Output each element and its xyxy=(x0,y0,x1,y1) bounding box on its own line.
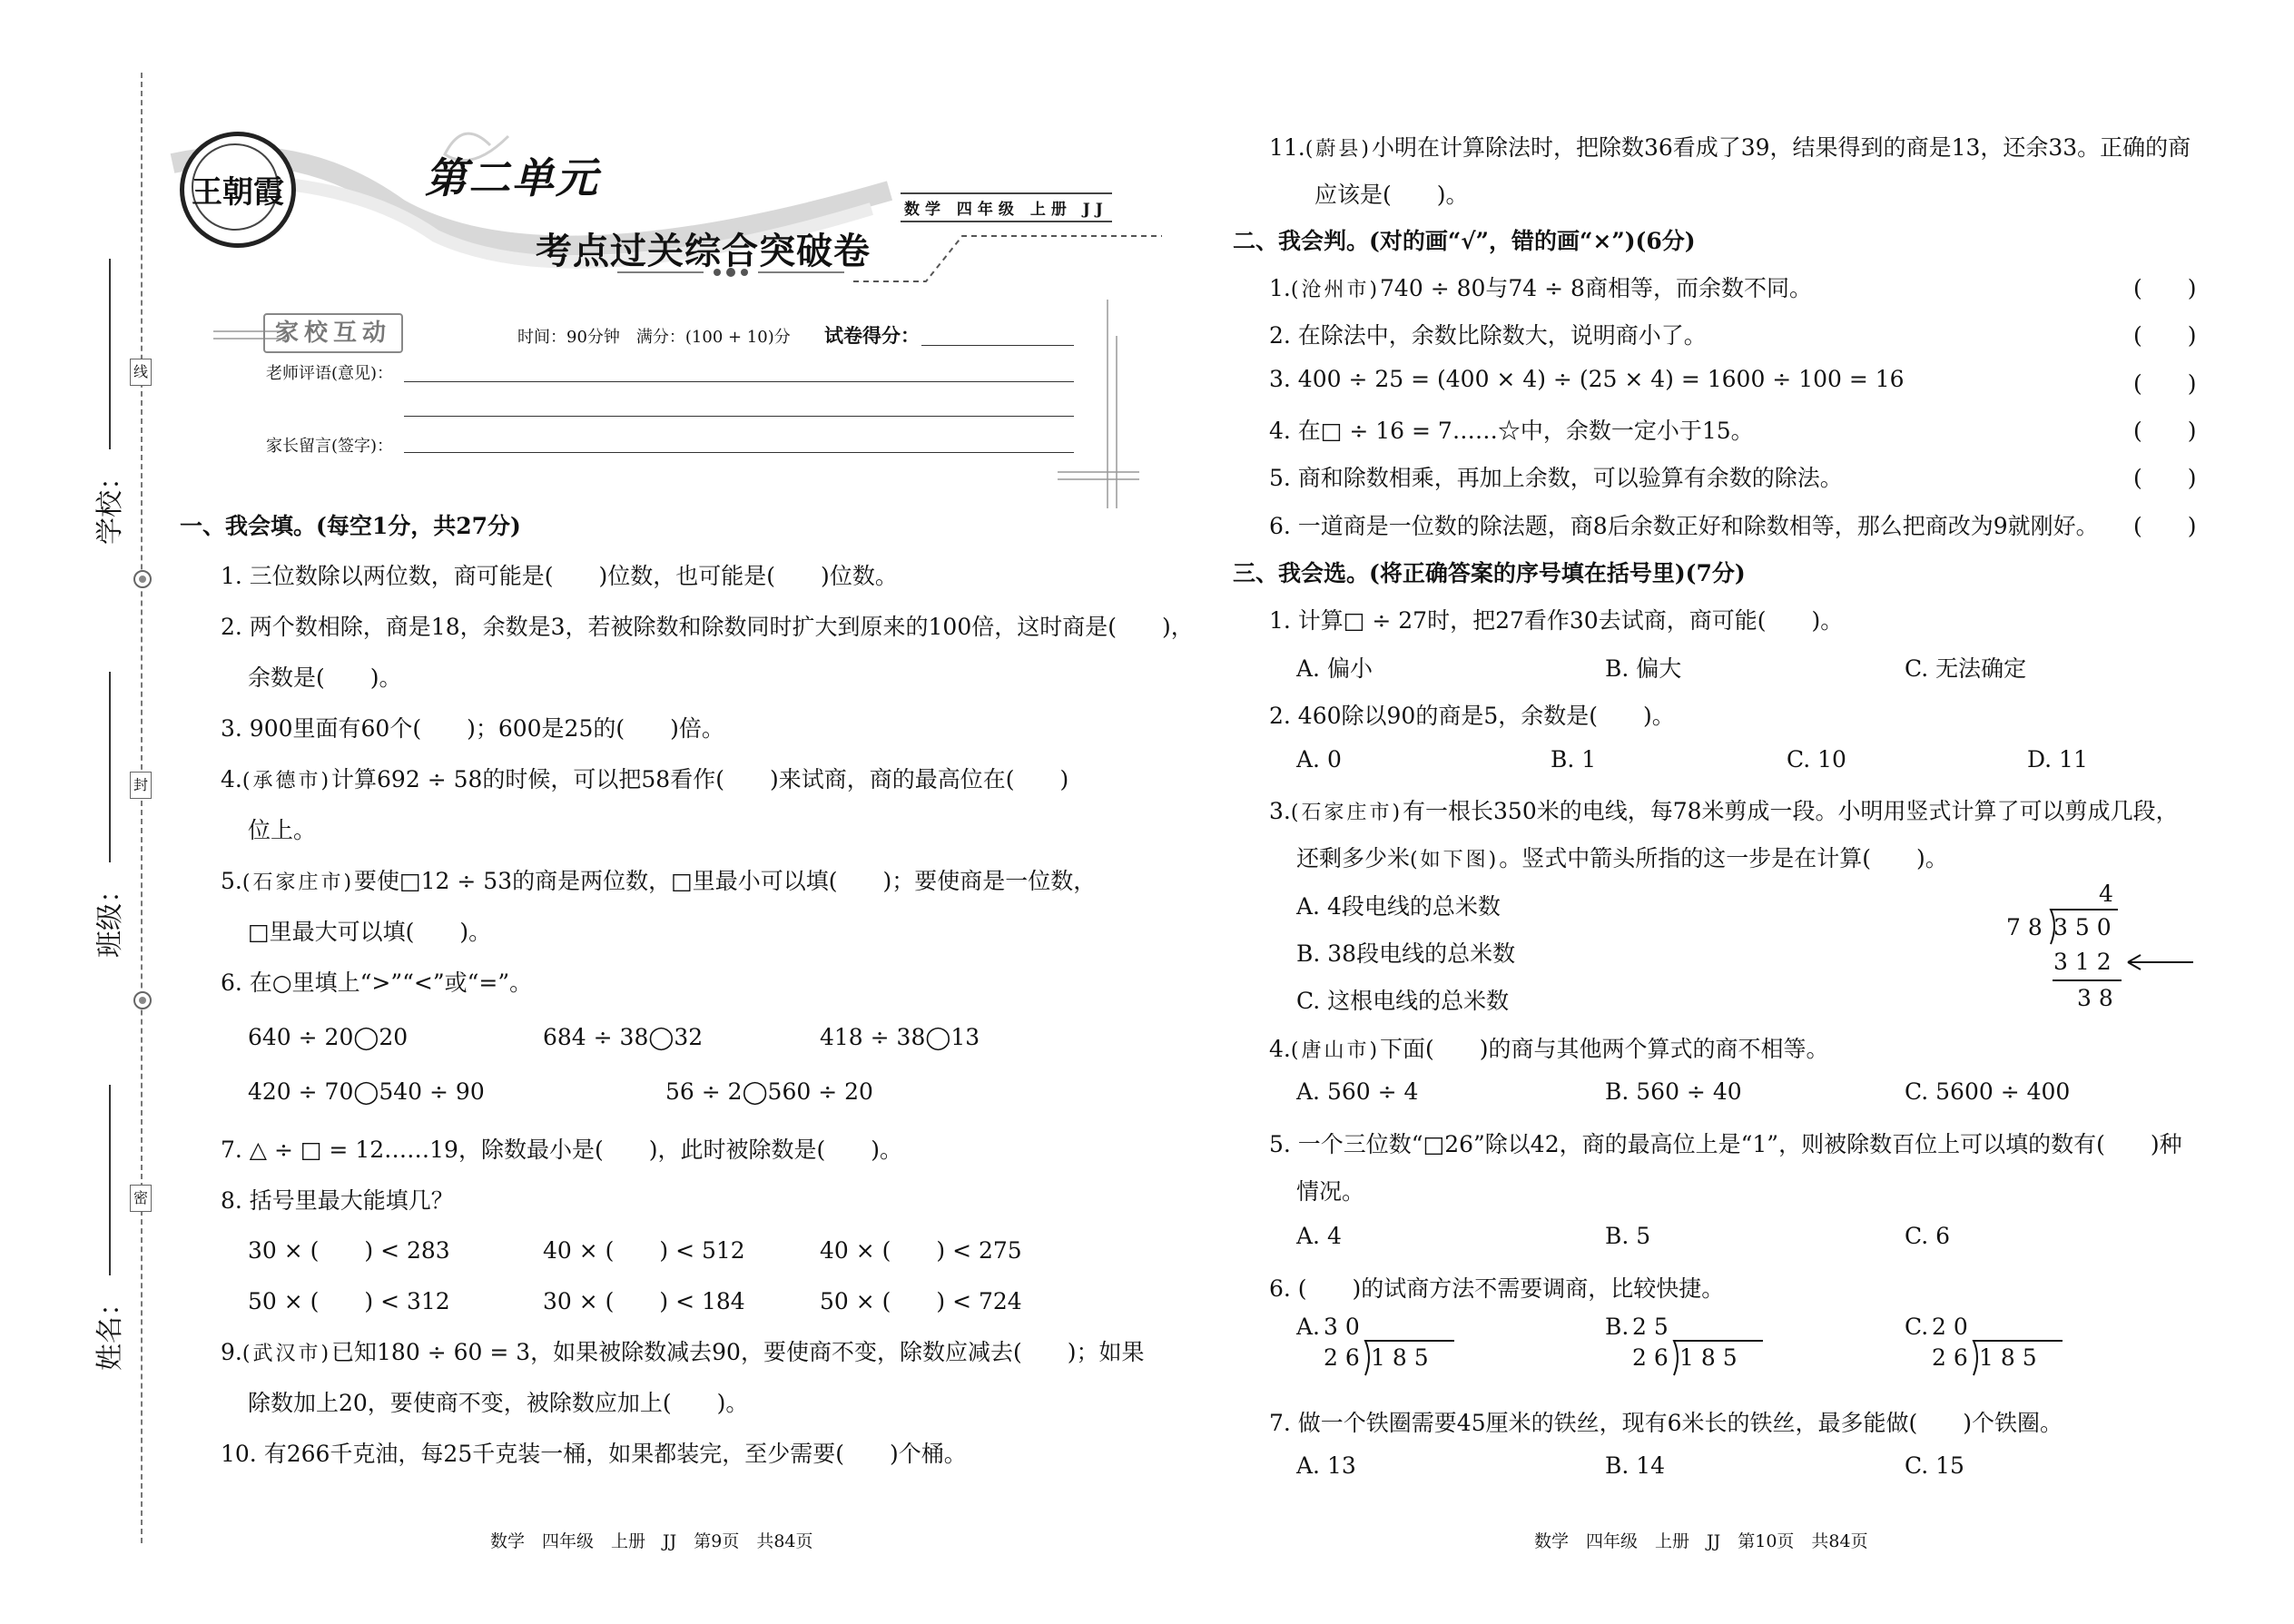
teacher-comment-label: 老师评语(意见)： xyxy=(266,364,394,383)
brand-logo xyxy=(180,132,296,248)
teacher-comment-line xyxy=(404,381,1074,382)
section-1-title: 一、我会填。(每空1分，共27分) xyxy=(180,513,521,539)
c3-option-c[interactable]: C. 这根电线的总米数 xyxy=(1296,988,1510,1014)
binding-dashed-line xyxy=(141,73,143,1543)
fill-q10: 10. 有266千克油，每25千克装一桶，如果都装完，至少需要( )个桶。 xyxy=(221,1441,967,1467)
c5-option-a[interactable]: A. 4 xyxy=(1296,1223,1342,1249)
fill-q11-line2: 应该是( )。 xyxy=(1314,182,1469,208)
q4-text: 计算692 ÷ 58的时候，可以把58看作( )来试商，商的最高位在( ) xyxy=(331,766,1069,792)
compare-circle[interactable]: ◯ xyxy=(742,1078,768,1105)
div-product: 3 1 2 xyxy=(2053,949,2112,975)
judge-q5: 5. 商和除数相乘，再加上余数，可以验算有余数的除法。 xyxy=(1269,465,1843,491)
c6-a-quotient: 3 0 xyxy=(1324,1314,1360,1340)
judge-answer-2[interactable]: ( ) xyxy=(2133,322,2197,349)
sub-title: 考点过关综合突破卷 xyxy=(536,230,871,272)
c2-option-d[interactable]: D. 11 xyxy=(2027,746,2088,773)
logo-text: 王朝霞 xyxy=(192,174,284,211)
c3-text: 有一根长350米的电线，每78米剪成一段。小明用竖式计算了可以剪成几段， xyxy=(1403,798,2179,824)
div-remainder: 3 8 xyxy=(2077,985,2113,1011)
q9-text: 已知180 ÷ 60 = 3，如果被除数减去90，要使商不变，除数应减去( )；如果 xyxy=(331,1339,1145,1365)
score-label: 试卷得分： xyxy=(824,324,920,347)
fill-q11-line1 xyxy=(1269,130,2191,162)
c3-city: (石家庄市) xyxy=(1290,802,1403,824)
judge-answer-6[interactable]: ( ) xyxy=(2133,513,2197,539)
compare-circle[interactable]: ◯ xyxy=(925,1024,951,1050)
c6-b-dividend: 1 8 5 xyxy=(1679,1344,1738,1371)
choice-q4 xyxy=(1269,1031,1829,1064)
unit-title: 第二单元 xyxy=(425,153,599,202)
compare-circle[interactable]: ◯ xyxy=(353,1078,379,1105)
c6-option-a[interactable] xyxy=(1296,1314,1523,1377)
score-line xyxy=(921,345,1074,346)
school-line xyxy=(109,259,111,449)
q11-text: 小明在计算除法时，把除数36看成了39，结果得到的商是13，还余33。正确的商 xyxy=(1371,134,2191,161)
cut-mark-xian: 线 xyxy=(130,359,152,386)
q9-city: (武汉市) xyxy=(241,1343,332,1365)
q8-ineq-6: 50 × ( ) < 724 xyxy=(820,1288,1022,1314)
fill-q6: 6. 在○里填上“>”“<”或“=”。 xyxy=(221,969,533,996)
q11-number: 11. xyxy=(1269,134,1305,161)
q8-ineq-3: 40 × ( ) < 275 xyxy=(820,1237,1022,1264)
c3-note: (如下图) xyxy=(1410,849,1500,871)
j1-text: 740 ÷ 80与74 ÷ 8商相等，而余数不同。 xyxy=(1380,275,1812,301)
div-dividend: 3 5 0 xyxy=(2053,914,2112,940)
fill-q2-line1: 2. 两个数相除，商是18，余数是3，若被除数和除数同时扩大到原来的100倍，这时商是( )， xyxy=(221,614,1194,640)
c3-text-pre: 还剩多少米 xyxy=(1296,845,1411,871)
q6-expr-5 xyxy=(665,1078,873,1105)
q6-expr-4-left: 420 ÷ 70 xyxy=(248,1078,354,1105)
c5-option-c[interactable]: C. 6 xyxy=(1905,1223,1951,1249)
c4-option-b[interactable]: B. 560 ÷ 40 xyxy=(1605,1078,1742,1105)
q6-expr-3-right: 13 xyxy=(950,1024,980,1050)
choice-q5-line1: 5. 一个三位数“□26”除以42，商的最高位上是“1”，则被除数百位上可以填的数有( )种 xyxy=(1269,1131,2182,1157)
c6-a-label: A. xyxy=(1296,1314,1321,1340)
q8-ineq-2: 40 × ( ) < 512 xyxy=(543,1237,745,1264)
judge-q1 xyxy=(1269,271,1812,303)
choice-q3-line1 xyxy=(1269,793,2179,826)
q6-expr-1 xyxy=(248,1024,408,1050)
compare-circle[interactable]: ◯ xyxy=(353,1024,379,1050)
q6-expr-4-right: 540 ÷ 90 xyxy=(379,1078,485,1105)
section-2-title: 二、我会判。(对的画“√”，错的画“×”)(6分) xyxy=(1233,228,1696,254)
cut-mark-mi: 密 xyxy=(130,1185,152,1212)
q8-ineq-1: 30 × ( ) < 283 xyxy=(248,1237,450,1264)
compare-circle[interactable]: ◯ xyxy=(648,1024,674,1050)
c6-b-bracket xyxy=(1663,1339,1772,1379)
section-3-title: 三、我会选。(将正确答案的序号填在括号里)(7分) xyxy=(1233,560,1746,586)
c4-number: 4. xyxy=(1269,1036,1291,1062)
left-page-footer: 数学 四年级 上册 JJ 第9页 共84页 xyxy=(490,1531,813,1551)
c6-b-label: B. xyxy=(1605,1314,1629,1340)
judge-answer-3[interactable]: ( ) xyxy=(2133,370,2197,397)
q5-text: 要使□12 ÷ 53的商是两位数，□里最小可以填( )；要使商是一位数， xyxy=(354,868,1097,894)
c1-option-a[interactable]: A. 偏小 xyxy=(1296,655,1373,682)
subject-tag: 数学 四年级 上册 JJ xyxy=(901,192,1112,222)
fill-q8: 8. 括号里最大能填几？ xyxy=(221,1187,454,1214)
judge-q2: 2. 在除法中，余数比除数大，说明商小了。 xyxy=(1269,322,1707,349)
fill-q7: 7. △ ÷ □ = 12……19，除数最小是( )，此时被除数是( )。 xyxy=(221,1137,902,1163)
binding-hole xyxy=(133,570,152,588)
c4-city: (唐山市) xyxy=(1290,1039,1381,1062)
judge-answer-4[interactable]: ( ) xyxy=(2133,418,2197,444)
fill-q5-line1 xyxy=(221,863,1096,896)
home-school-badge: 家校互动 xyxy=(263,313,403,353)
c3-number: 3. xyxy=(1269,798,1291,824)
right-page-footer: 数学 四年级 上册 JJ 第10页 共84页 xyxy=(1534,1531,1868,1551)
q4-number: 4. xyxy=(221,766,242,792)
fill-q9-line2: 除数加上20，要使商不变，被除数应加上( )。 xyxy=(248,1390,749,1416)
c5-option-b[interactable]: B. 5 xyxy=(1605,1223,1651,1249)
choice-q6: 6. ( )的试商方法不需要调商，比较快捷。 xyxy=(1269,1275,1725,1302)
c6-c-divisor: 2 6 xyxy=(1932,1344,1968,1371)
q6-expr-2 xyxy=(543,1024,703,1050)
choice-q2: 2. 460除以90的商是5，余数是( )。 xyxy=(1269,703,1675,729)
c2-option-c[interactable]: C. 10 xyxy=(1787,746,1846,773)
c6-a-dividend: 1 8 5 xyxy=(1371,1344,1429,1371)
q6-expr-3-left: 418 ÷ 38 xyxy=(820,1024,926,1050)
fill-q2-line2: 余数是( )。 xyxy=(248,664,402,691)
q8-ineq-4: 50 × ( ) < 312 xyxy=(248,1288,450,1314)
c6-option-c[interactable] xyxy=(1905,1314,2132,1377)
school-label: 学校： xyxy=(94,463,126,545)
c2-option-b[interactable]: B. 1 xyxy=(1551,746,1597,773)
c6-b-divisor: 2 6 xyxy=(1632,1344,1669,1371)
c3-option-b[interactable]: B. 38段电线的总米数 xyxy=(1296,940,1516,967)
q6-expr-1-right: 20 xyxy=(379,1024,409,1050)
exam-info: 时间：90分钟 满分：(100 + 10)分 xyxy=(517,328,791,347)
c4-option-c[interactable]: C. 5600 ÷ 400 xyxy=(1905,1078,2071,1105)
c3-option-a[interactable]: A. 4段电线的总米数 xyxy=(1296,893,1501,920)
c6-c-bracket xyxy=(1963,1339,2072,1379)
c7-option-b[interactable]: B. 14 xyxy=(1605,1452,1666,1479)
fill-q9-line1 xyxy=(221,1334,1144,1367)
q6-expr-2-right: 32 xyxy=(674,1024,704,1050)
division-bracket xyxy=(2038,908,2156,989)
c4-text: 下面( )的商与其他两个算式的商不相等。 xyxy=(1380,1036,1829,1062)
c1-option-c[interactable]: C. 无法确定 xyxy=(1905,655,2027,682)
q6-expr-3 xyxy=(820,1024,980,1050)
judge-q3: 3. 400 ÷ 25 = (400 × 4) ÷ (25 × 4) = 1600 ÷ 100 = 16 xyxy=(1269,366,1905,392)
q5-number: 5. xyxy=(221,868,242,894)
c2-option-a[interactable]: A. 0 xyxy=(1296,746,1342,773)
q5-city: (石家庄市) xyxy=(241,871,355,894)
c7-option-a[interactable]: A. 13 xyxy=(1296,1452,1356,1479)
judge-answer-5[interactable]: ( ) xyxy=(2133,465,2197,491)
fill-q5-line2: □里最大可以填( )。 xyxy=(248,919,492,945)
q6-expr-5-left: 56 ÷ 2 xyxy=(665,1078,743,1105)
c3-text-post: 。竖式中箭头所指的这一步是在计算( )。 xyxy=(1499,845,1948,871)
class-label: 班级： xyxy=(94,876,126,958)
div-quotient: 4 xyxy=(2099,881,2113,907)
fill-q3: 3. 900里面有60个( )；600是25的( )倍。 xyxy=(221,715,724,742)
fill-q4-line2: 位上。 xyxy=(248,817,317,843)
name-label: 姓名： xyxy=(94,1289,126,1371)
judge-q6: 6. 一道商是一位数的除法题，商8后余数正好和除数相等，那么把商改为9就刚好。 xyxy=(1269,513,2099,539)
c7-option-c[interactable]: C. 15 xyxy=(1905,1452,1964,1479)
choice-q3-line2 xyxy=(1296,841,1948,873)
parent-comment-label: 家长留言(签字)： xyxy=(266,437,394,456)
j1-city: (沧州市) xyxy=(1290,279,1381,301)
choice-q7: 7. 做一个铁圈需要45厘米的铁丝，现有6米长的铁丝，最多能做( )个铁圈。 xyxy=(1269,1410,2063,1436)
fill-q4-line1 xyxy=(221,762,1068,794)
choice-q5-line2: 情况。 xyxy=(1296,1178,1365,1205)
c6-c-label: C. xyxy=(1905,1314,1929,1340)
c6-c-quotient: 2 0 xyxy=(1932,1314,1968,1340)
q4-city: (承德市) xyxy=(241,770,332,792)
class-line xyxy=(109,672,111,862)
binding-hole xyxy=(133,991,152,1009)
q6-expr-1-left: 640 ÷ 20 xyxy=(248,1024,354,1050)
q6-expr-5-right: 560 ÷ 20 xyxy=(767,1078,873,1105)
judge-q4: 4. 在□ ÷ 16 = 7……☆中，余数一定小于15。 xyxy=(1269,418,1754,444)
c1-option-b[interactable]: B. 偏大 xyxy=(1605,655,1682,682)
c6-a-divisor: 2 6 xyxy=(1324,1344,1360,1371)
q6-expr-2-left: 684 ÷ 38 xyxy=(543,1024,649,1050)
name-line xyxy=(109,1085,111,1275)
q11-city: (蔚县) xyxy=(1305,138,1372,161)
arrow-left-icon xyxy=(2124,951,2197,973)
c6-c-dividend: 1 8 5 xyxy=(1979,1344,2037,1371)
parent-comment-line xyxy=(404,452,1074,453)
c6-option-b[interactable] xyxy=(1605,1314,1832,1377)
j1-number: 1. xyxy=(1269,275,1291,301)
fill-q1: 1. 三位数除以两位数，商可能是( )位数，也可能是( )位数。 xyxy=(221,563,898,589)
div-divisor: 7 8 xyxy=(2006,914,2043,940)
judge-answer-1[interactable]: ( ) xyxy=(2133,275,2197,301)
cut-mark-feng: 封 xyxy=(130,772,152,799)
teacher-comment-line-2 xyxy=(404,416,1074,417)
c4-option-a[interactable]: A. 560 ÷ 4 xyxy=(1296,1078,1419,1105)
c6-a-bracket xyxy=(1354,1339,1463,1379)
c6-b-quotient: 2 5 xyxy=(1632,1314,1669,1340)
q9-number: 9. xyxy=(221,1339,242,1365)
choice-q1: 1. 计算□ ÷ 27时，把27看作30去试商，商可能( )。 xyxy=(1269,607,1844,634)
q6-expr-4 xyxy=(248,1078,485,1105)
q8-ineq-5: 30 × ( ) < 184 xyxy=(543,1288,745,1314)
